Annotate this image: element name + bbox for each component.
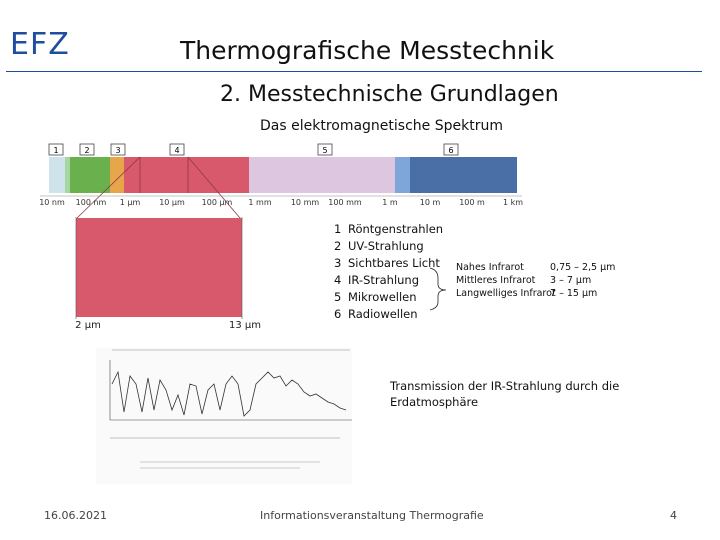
band-uv xyxy=(70,157,110,193)
scale-label-1mm: 1 mm xyxy=(248,198,272,207)
scale-label-10um: 10 µm xyxy=(159,198,185,207)
scale-label-100mm: 100 mm xyxy=(328,198,362,207)
ir-range-value: 0,75 – 2,5 µm xyxy=(550,262,616,273)
legend-number: 3 xyxy=(334,256,342,270)
legend-number: 4 xyxy=(334,273,342,287)
scale-label-1km: 1 km xyxy=(502,198,524,207)
scale-label-100nm: 100 nm xyxy=(75,198,107,207)
spectrum-scale xyxy=(39,196,523,207)
spectrum-legend xyxy=(334,221,443,323)
band-radio-short xyxy=(395,157,410,193)
spectrum-title: Das elektromagnetische Spektrum xyxy=(260,118,503,134)
legend-number: 5 xyxy=(334,290,342,304)
band-infrared xyxy=(124,157,249,193)
spectrum-bar xyxy=(49,157,517,193)
band-number-2: 2 xyxy=(84,146,90,155)
slide-subtitle: 2. Messtechnische Grundlagen xyxy=(220,82,559,107)
footer-event: Informationsveranstaltung Thermografie xyxy=(260,509,484,522)
legend-item xyxy=(334,289,443,306)
ir-detail-region xyxy=(76,218,242,317)
band-number-1: 1 xyxy=(53,146,59,155)
scale-label-10m: 10 m xyxy=(419,198,441,207)
ir-detail-block xyxy=(75,217,261,331)
legend-label: Röntgenstrahlen xyxy=(348,222,444,236)
band-number-6: 6 xyxy=(448,146,454,155)
scale-label-10mm: 10 mm xyxy=(290,198,320,207)
ir-range-row xyxy=(456,261,615,274)
ir-range-label: Mittleres Infrarot xyxy=(456,275,536,286)
transmission-figure-bg xyxy=(96,348,352,484)
scale-label-100um: 100 µm xyxy=(201,198,233,207)
band-number-markers xyxy=(49,144,458,155)
band-xray xyxy=(49,157,65,193)
scale-label-100m: 100 m xyxy=(459,198,485,207)
legend-label: UV-Strahlung xyxy=(348,239,424,253)
legend-item xyxy=(334,272,443,289)
band-number-3: 3 xyxy=(115,146,121,155)
band-number-4: 4 xyxy=(174,146,180,155)
legend-label: Radiowellen xyxy=(348,307,418,321)
legend-item xyxy=(334,255,443,272)
footer-page-number: 4 xyxy=(670,509,677,522)
band-radio xyxy=(410,157,517,193)
band-microwave xyxy=(249,157,395,193)
efz-logo: EFZ xyxy=(10,27,70,62)
scale-label-10nm: 10 nm xyxy=(39,198,65,207)
legend-label: Mikrowellen xyxy=(348,290,417,304)
zoom-label-2um: 2 µm xyxy=(75,320,101,331)
legend-number: 6 xyxy=(334,307,342,321)
transmission-caption: Transmission der IR-Strahlung durch die Erdatmosphäre xyxy=(390,379,620,409)
legend-item xyxy=(334,221,443,238)
scale-label-1um: 1 µm xyxy=(119,198,141,207)
ir-range-row xyxy=(456,287,615,300)
ir-range-label: Nahes Infrarot xyxy=(456,262,524,273)
band-number-5: 5 xyxy=(322,146,328,155)
ir-range-value: 7 – 15 µm xyxy=(550,288,598,299)
zoom-label-13um: 13 µm xyxy=(228,320,262,331)
legend-item xyxy=(334,238,443,255)
ir-range-label: Langwelliges Infrarot xyxy=(456,288,556,299)
legend-item xyxy=(334,306,443,323)
band-uv-transition xyxy=(65,157,70,193)
legend-label: Sichtbares Licht xyxy=(348,256,440,270)
legend-number: 2 xyxy=(334,239,342,253)
footer-date: 16.06.2021 xyxy=(44,509,107,522)
scale-label-1m: 1 m xyxy=(382,198,398,207)
ir-range-row xyxy=(456,274,615,287)
legend-label: IR-Strahlung xyxy=(348,273,420,287)
ir-range-value: 3 – 7 µm xyxy=(550,275,592,286)
legend-number: 1 xyxy=(334,222,342,236)
ir-ranges xyxy=(456,261,615,300)
slide-title: Thermografische Messtechnik xyxy=(180,36,555,65)
transmission-figure xyxy=(96,348,352,484)
